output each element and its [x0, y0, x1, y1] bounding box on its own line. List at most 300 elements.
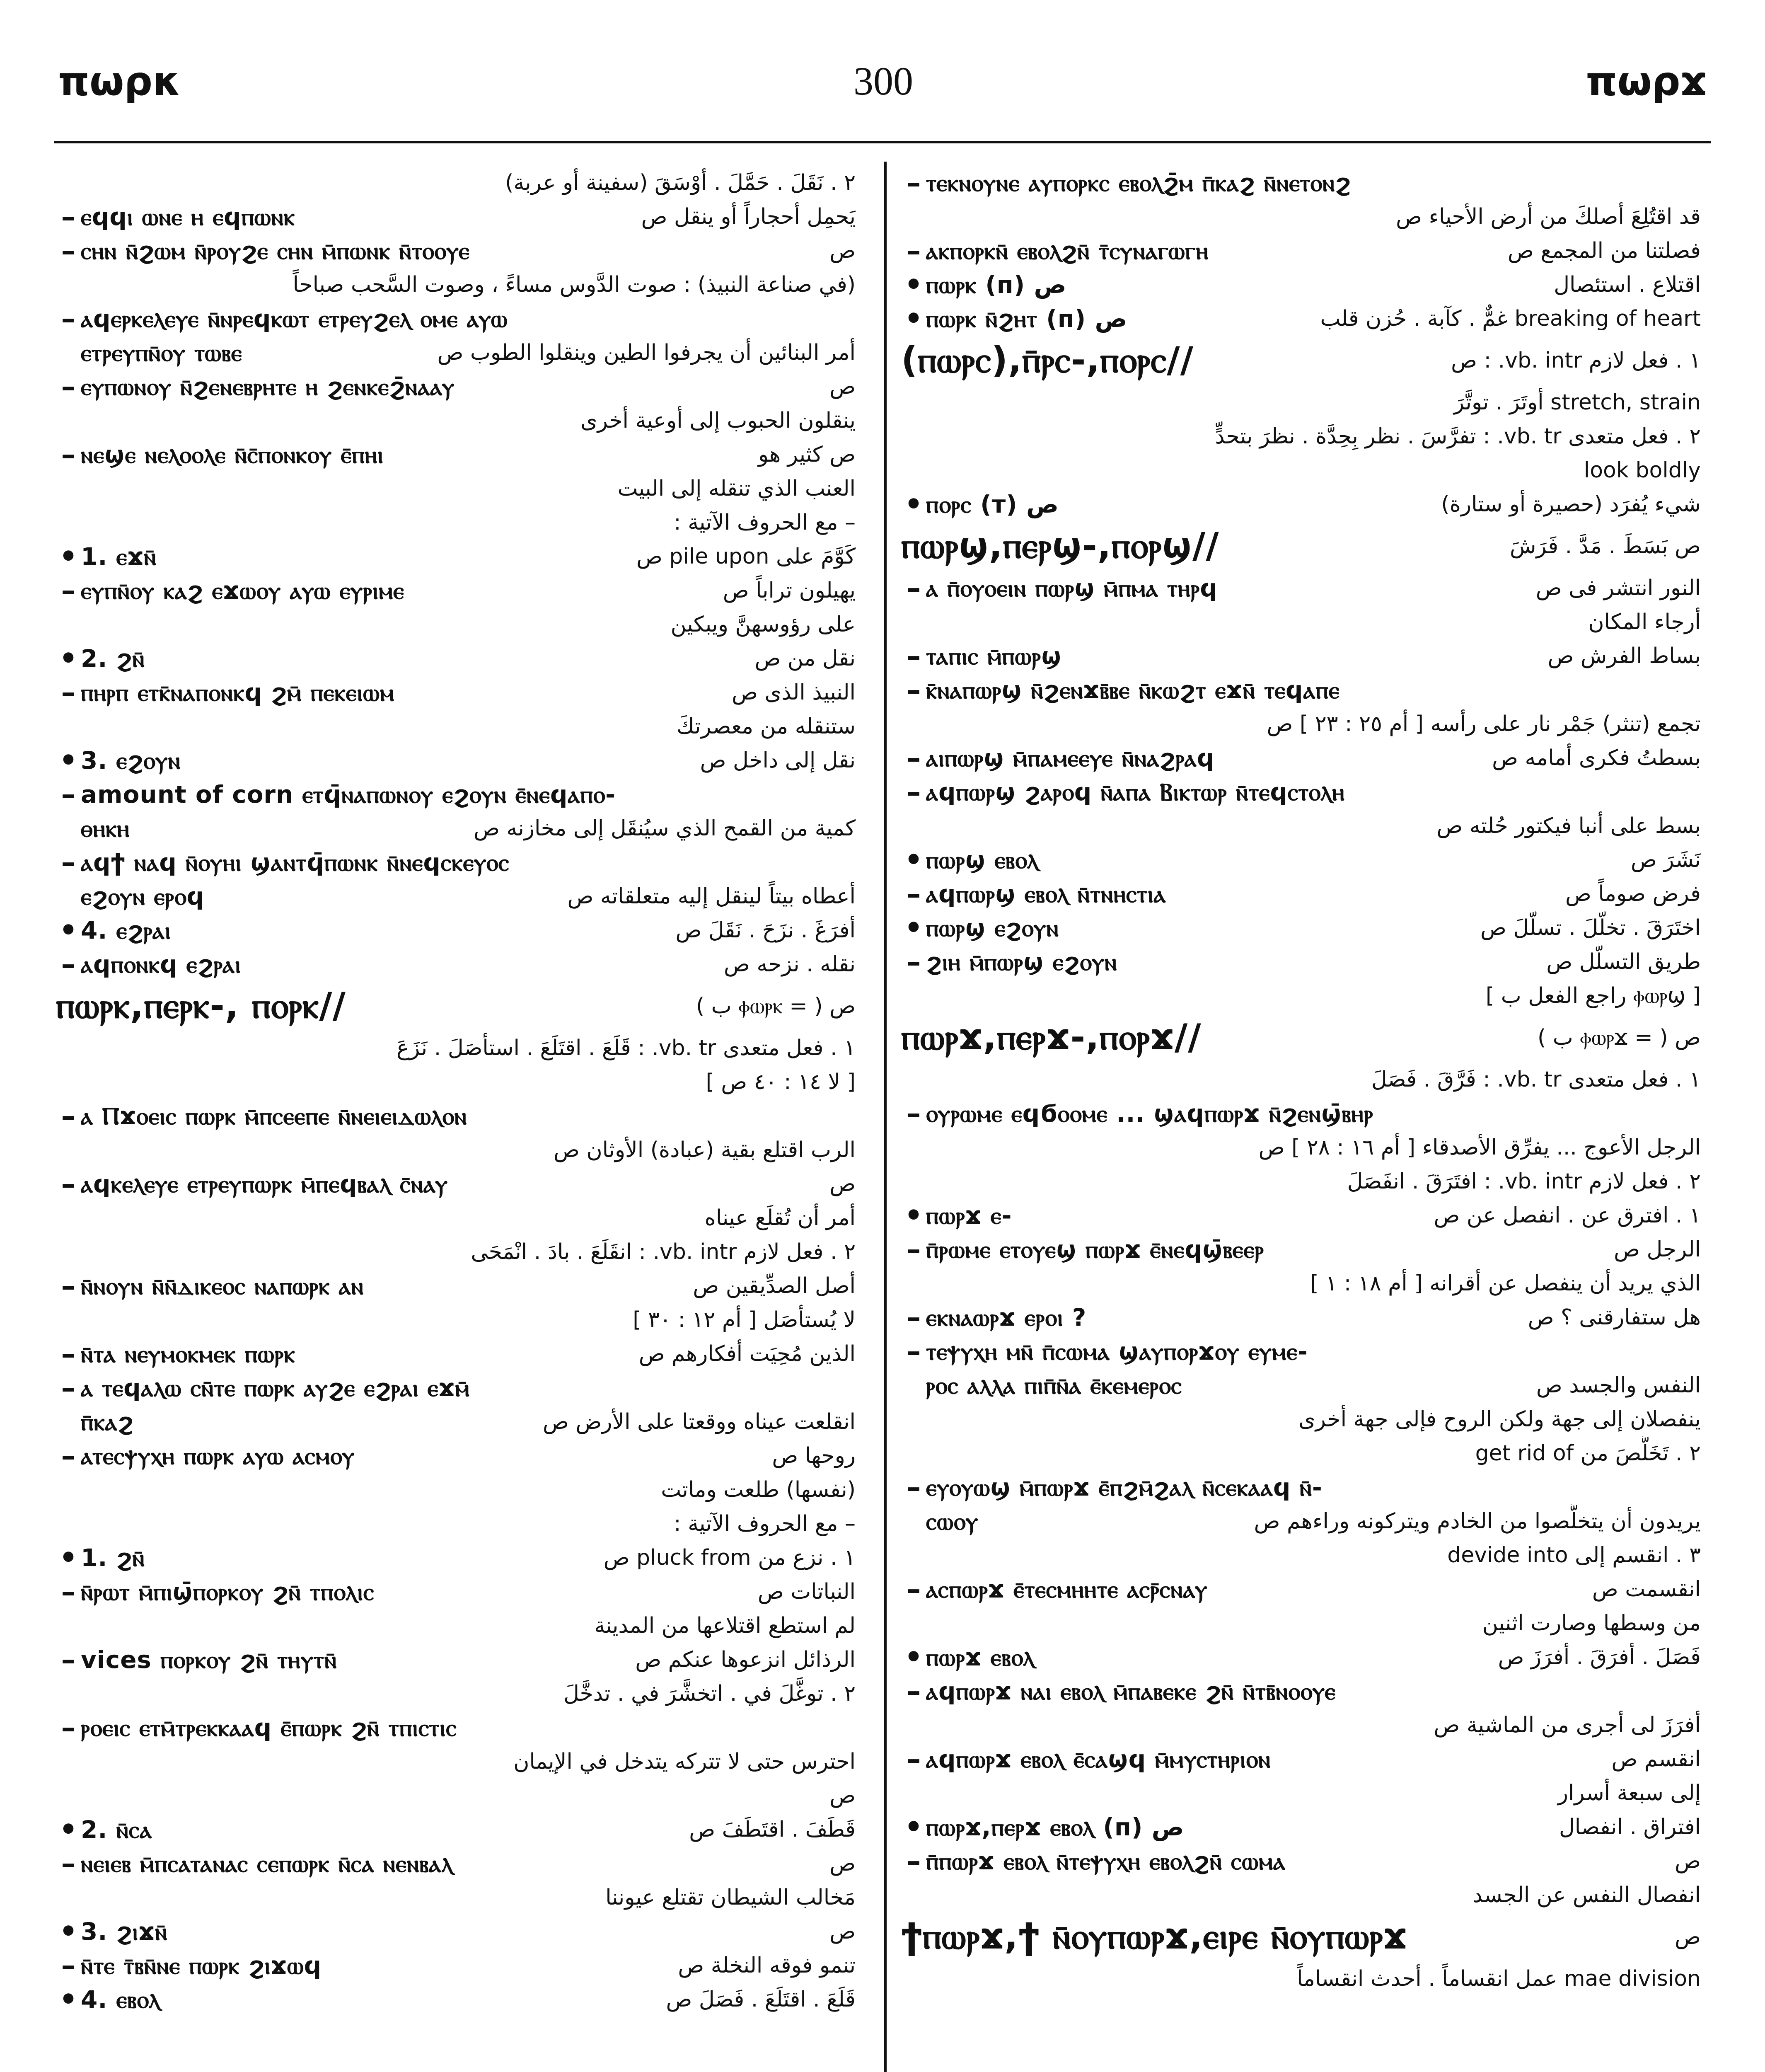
entry-marker: – — [906, 1470, 921, 1504]
gloss-text: أفرَغَ . نزَحَ . نَقَلَ ص — [675, 918, 856, 943]
arabic-text: العنب الذي تنقله إلى البيت — [617, 476, 856, 501]
entry-line — [901, 1572, 1701, 1606]
entry-marker: – — [61, 1269, 76, 1303]
entry-line — [56, 641, 856, 675]
arabic-text: انفصال النفس عن الجسد — [1472, 1883, 1701, 1907]
column-divider — [884, 162, 887, 2072]
entry-marker: – — [61, 1439, 76, 1473]
entry-marker: • — [904, 487, 923, 521]
coptic-text: ⲧⲉⲕⲛⲟⲩⲛⲉ ⲁⲩⲡⲟⲣⲕⲥ ⲉⲃⲟⲗϩ̄ⲙ ⲡ̄ⲕⲁϩ ⲛ̄ⲛⲉⲧⲟⲛϩ — [926, 168, 1351, 197]
coptic-text: ⲥⲏⲛ ⲛ̄ϩⲱⲙ ⲛ̄ⲣⲟⲩϩⲉ ⲥⲏⲛ ⲙ̄ⲡⲱⲛⲕ ⲛ̄ⲧⲟⲟⲩⲉ — [81, 236, 470, 265]
coptic-text: ⲡⲱⲣϫ ⲉ- — [926, 1201, 1012, 1230]
gloss-text: ١ . فعل لازم vb. intr. : ص — [1451, 348, 1701, 373]
headword-text: (ⲡⲱⲣⲥ),ⲡ̄ⲣⲥ-,ⲡⲟⲣⲥ// — [901, 339, 1194, 381]
entry-line — [56, 675, 856, 709]
coptic-text: ⲉⲧⲣⲉⲩⲡⲛ̄ⲟⲩ ⲧⲱⲃⲉ — [81, 338, 242, 367]
arabic-gloss-line — [56, 472, 856, 506]
arabic-gloss-line — [56, 1065, 856, 1099]
entry-marker: • — [904, 1810, 923, 1844]
gloss-text: بسطتُ فكرى أمامه ص — [1492, 746, 1701, 770]
coptic-text: vices ⲡⲟⲣⲕⲟⲩ ϩⲛ̄ ⲧⲏⲩⲧⲛ̄ — [81, 1645, 337, 1674]
gloss-text: ص كثير هو — [758, 442, 856, 467]
entry-line — [56, 438, 856, 472]
arabic-gloss-line — [56, 1881, 856, 1915]
entry-line — [901, 571, 1701, 605]
arabic-text: ينقلون الحبوب إلى أوعية أخرى — [580, 408, 856, 433]
entry-marker: • — [59, 1541, 78, 1575]
arabic-text: ينفصلان إلى جهة ولكن الروح فإلى جهة أخرى — [1298, 1407, 1701, 1432]
gloss-text: كَوَّمَ على pile upon ص — [636, 544, 856, 569]
coptic-text: ⲑⲏⲕⲏ — [81, 814, 130, 842]
arabic-gloss-line — [901, 1776, 1701, 1810]
entry-line — [56, 1575, 856, 1609]
arabic-text: look boldly — [1584, 458, 1701, 483]
coptic-text: ⲡⲱⲣϫ,ⲡⲉⲣϫ ⲉⲃⲟⲗ (п) ص — [926, 1813, 1184, 1841]
entry-line — [901, 1232, 1701, 1266]
entry-marker: – — [61, 1949, 76, 1982]
arabic-gloss-line — [901, 809, 1701, 843]
arabic-text: (في صناعة النبيذ) : صوت الدَّوس مساءً ، وصوت السَّحب صباحاً — [293, 272, 856, 297]
entry-line — [901, 945, 1701, 979]
coptic-text: ⲣⲟⲉⲓⲥ ⲉⲧⲙ̄ⲧⲣⲉⲕⲕⲁⲁϥ ⲉ̄ⲡⲱⲣⲕ ϩⲛ̄ ⲧⲡⲓⲥⲧⲓⲥ — [81, 1713, 457, 1742]
arabic-gloss-line — [56, 1133, 856, 1167]
arabic-gloss-line — [901, 1708, 1701, 1742]
gloss-text: ص — [829, 374, 856, 399]
coptic-text: 1. ⲉϫⲛ̄ — [81, 542, 157, 571]
entry-line — [56, 336, 856, 370]
arabic-gloss-line — [901, 707, 1701, 741]
gloss-text: النبيذ الذى ص — [732, 680, 856, 705]
arabic-gloss-line — [56, 608, 856, 641]
arabic-text: تجمع (تنثر) جَمْر نار على رأسه [ أم ٢٥ : ٢٣ ] ص — [1267, 712, 1701, 736]
arabic-gloss-line — [901, 1266, 1701, 1300]
entry-line — [901, 302, 1701, 336]
entry-line — [901, 1470, 1701, 1504]
entry-line — [901, 234, 1701, 268]
entry-marker: – — [61, 370, 76, 404]
entry-marker: – — [906, 234, 921, 268]
gloss-text: ص — [829, 238, 856, 263]
entry-marker: – — [906, 877, 921, 911]
arabic-gloss-line — [56, 1779, 856, 1813]
entry-line — [56, 234, 856, 268]
coptic-text: ⲁⲥⲡⲱⲣϫ ⲉ̄ⲧⲉⲥⲙⲏⲏⲧⲉ ⲁⲥⲣ̄ⲥⲛⲁⲩ — [926, 1575, 1208, 1603]
coptic-text: ⲧⲁⲡⲓⲥ ⲙ̄ⲡⲱⲣϣ — [926, 641, 1062, 670]
entry-line — [56, 1949, 856, 1982]
arabic-gloss-line — [56, 709, 856, 743]
gloss-text: فرض صوماً ص — [1565, 881, 1701, 906]
arabic-gloss-line — [56, 404, 856, 438]
page-header — [58, 50, 1707, 133]
arabic-gloss-line — [901, 1164, 1701, 1198]
arabic-text: ٣ . انقسم إلى devide into — [1447, 1543, 1701, 1568]
gloss-text: قَطَفَ . اقتَطَفَ ص — [689, 1817, 856, 1842]
left-column — [56, 166, 856, 2072]
entry-marker: – — [61, 1575, 76, 1609]
coptic-text: ⲁϥⲡⲱⲣϣ ⲉⲃⲟⲗ ⲛ̄ⲧⲛⲏⲥⲧⲓⲁ — [926, 879, 1166, 908]
gloss-text: اقتلاع . استئصال — [1554, 272, 1701, 297]
entry-marker: • — [59, 1982, 78, 2016]
gloss-text: ١ . افترق عن . انفصل عن ص — [1434, 1203, 1701, 1228]
arabic-text: قد اقتُلِعَ أصلكَ من أرض الأحياء ص — [1396, 204, 1701, 229]
arabic-text: الرجل الأعوج ... يفرِّق الأصدقاء [ أم ١٦ : ٢٨ ] ص — [1258, 1135, 1701, 1160]
gloss-text: يريدون أن يتخلَّصوا من الخادم ويتركونه وراءهم ص — [1254, 1509, 1701, 1534]
entry-line — [901, 1097, 1701, 1130]
entry-marker: – — [61, 438, 76, 472]
arabic-gloss-line — [56, 1235, 856, 1269]
coptic-text: ⲡⲟⲣⲥ (т) ص — [926, 490, 1059, 518]
entry-marker: – — [61, 947, 76, 981]
coptic-text: ⲡⲏⲣⲡ ⲉⲧⲕ̄ⲛⲁⲡⲟⲛⲕϥ ϩⲙ̄ ⲡⲉⲕⲉⲓⲱⲙ — [81, 678, 395, 707]
coptic-text: ⲉⲩⲟⲩⲱϣ ⲙ̄ⲡⲱⲣϫ ⲉ̄ⲡϩⲙ̄ϩⲁⲗ ⲛ̄ⲥⲉⲕⲁⲁϥ ⲛ̄- — [926, 1473, 1323, 1501]
arabic-text: إلى سبعة أسرار — [1557, 1781, 1701, 1806]
entry-marker: – — [61, 1099, 76, 1133]
running-head-right: πωρϫ — [1586, 58, 1707, 104]
entry-line — [56, 913, 856, 947]
gloss-text: breaking of heart غمٌّ . كآبة . حُزن قلب — [1320, 306, 1701, 331]
arabic-text: ٢ . فعل لازم vb. intr. : افتَرَقَ . انفَصَلَ — [1347, 1169, 1701, 1194]
entry-line — [56, 1439, 856, 1473]
gloss-text: قَلَعَ . اقتَلَعَ . فَصَلَ ص — [666, 1987, 856, 2012]
gloss-text: ص — [1675, 1849, 1701, 1874]
gloss-text: نقل إلى داخل ص — [700, 748, 856, 773]
coptic-text: ⲉⲕⲛⲁⲱⲣϫ ⲉⲣⲟⲓ ? — [926, 1303, 1087, 1331]
coptic-text: amount of corn ⲉⲧϥ̄ⲛⲁⲡⲱⲛⲟⲩ ⲉϩⲟⲩⲛ ⲉ̄ⲛⲉϥⲁⲡⲟ- — [81, 780, 616, 808]
entry-marker: – — [61, 777, 76, 811]
entry-line — [56, 947, 856, 981]
coptic-text: ⲛ̄ⲛⲟⲩⲛ ⲛ̄ⲛ̄ⲇⲓⲕⲉⲟⲥ ⲛⲁⲡⲱⲣⲕ ⲁⲛ — [81, 1271, 364, 1300]
arabic-text: بسط على أنبا فيكتور حُلته ص — [1436, 813, 1701, 838]
gloss-text: ١ . نزع من pluck from ص — [603, 1545, 856, 1570]
arabic-text: (نفسها) طلعت وماتت — [661, 1477, 856, 1502]
entry-marker: – — [61, 302, 76, 336]
gloss-text: أعطاه بيتاً لينقل إليه متعلقاته ص — [567, 884, 856, 909]
lemma-headword — [901, 521, 1701, 571]
coptic-text: ⲁϥⲡⲱⲣϫ ⲛⲁⲓ ⲉⲃⲟⲗ ⲙ̄ⲡⲁⲃⲉⲕⲉ ϩⲛ̄ ⲛ̄ⲧⲃ̄ⲛⲟⲟⲩⲉ — [926, 1677, 1336, 1705]
entry-marker: • — [904, 268, 923, 302]
entry-marker: – — [906, 1334, 921, 1368]
entry-line — [56, 540, 856, 574]
entry-marker: • — [904, 1640, 923, 1674]
gloss-text: الرجل ص — [1614, 1237, 1701, 1262]
entry-marker: – — [61, 1371, 76, 1405]
gloss-text: يَحمِل أحجاراً أو ينقل ص — [641, 204, 856, 229]
entry-marker: • — [59, 641, 78, 675]
arabic-text: [ ⲫⲱⲣϣ راجع الفعل ب ] — [1485, 983, 1701, 1008]
arabic-text: – مع الحروف الآتية : — [674, 1511, 856, 1536]
coptic-text: ⲥⲱⲟⲩ — [926, 1507, 979, 1535]
gloss-text: هل ستفارقنى ؟ ص — [1528, 1305, 1701, 1330]
entry-line — [901, 1504, 1701, 1538]
page-number: 300 — [853, 59, 913, 103]
arabic-gloss-line — [56, 1473, 856, 1507]
lemma-headword — [901, 1912, 1701, 1962]
arabic-text: لم استطع اقتلاعها من المدينة — [594, 1613, 856, 1638]
entry-line — [901, 1674, 1701, 1708]
coptic-text: ⲁⲕⲡⲟⲣⲕⲛ̄ ⲉⲃⲟⲗϩⲛ̄ ⲧ̄ⲥⲩⲛⲁⲅⲱⲅⲏ — [926, 236, 1209, 265]
gloss-text: ص — [829, 1172, 856, 1196]
gloss-text: النور انتشر فى ص — [1535, 576, 1701, 600]
entry-marker: • — [59, 913, 78, 947]
entry-line — [901, 639, 1701, 673]
coptic-text: 2. ⲛ̄ⲥⲁ — [81, 1815, 152, 1844]
entry-marker: – — [906, 1844, 921, 1878]
headword-text: ⲡⲱⲣⲕ,ⲡⲉⲣⲕ-, ⲡⲟⲣⲕ// — [56, 985, 346, 1026]
gloss-text: شيء يُفرَد (حصيرة أو ستارة) — [1441, 492, 1701, 517]
entry-line — [56, 1337, 856, 1371]
coptic-text: ⲡ̄ⲡⲱⲣϫ ⲉⲃⲟⲗ ⲛ̄ⲧⲉⲯⲩⲭⲏ ⲉⲃⲟⲗϩⲛ̄ ⲥⲱⲙⲁ — [926, 1847, 1286, 1875]
coptic-text: 4. ⲉϩⲣⲁⲓ — [81, 916, 171, 944]
arabic-text: ٢ . تَخَلَّصَ من get rid of — [1475, 1441, 1701, 1466]
arabic-text: – مع الحروف الآتية : — [674, 510, 856, 535]
coptic-text: 3. ϩⲓϫⲛ̄ — [81, 1917, 168, 1946]
arabic-gloss-line — [56, 1745, 856, 1779]
entry-line — [56, 1541, 856, 1575]
arabic-gloss-line — [901, 1878, 1701, 1912]
entry-line — [56, 302, 856, 336]
arabic-gloss-line — [901, 200, 1701, 234]
entry-marker: – — [61, 1337, 76, 1371]
entry-line — [56, 1371, 856, 1405]
entry-line — [901, 1844, 1701, 1878]
arabic-gloss-line — [56, 1201, 856, 1235]
entry-marker: – — [906, 673, 921, 707]
entry-marker: – — [906, 1300, 921, 1334]
entry-marker: – — [61, 1711, 76, 1745]
arabic-gloss-line — [901, 1402, 1701, 1436]
arabic-gloss-line — [56, 1677, 856, 1711]
coptic-text: ⲁϥⲡⲱⲣϣ ϩⲁⲣⲟϥ ⲛ̄ⲁⲡⲁ Ⲃⲓⲕⲧⲱⲣ ⲛ̄ⲧⲉϥⲥⲧⲟⲗⲏ — [926, 777, 1345, 806]
entry-marker: – — [61, 234, 76, 268]
coptic-text: 1. ϩⲛ̄ — [81, 1543, 145, 1572]
arabic-text: ٢ . توغَّلَ في . اتخشَّرَ في . تدخَّلَ — [563, 1681, 856, 1706]
lemma-headword — [901, 1013, 1701, 1063]
entry-line — [56, 1405, 856, 1439]
gloss-text: اختَرَقَ . تخلَّلَ . تسلَّلَ ص — [1480, 915, 1701, 940]
gloss-text: ص ( = ⲫⲱⲣⲕ ب ) — [696, 993, 856, 1019]
coptic-text: ⲉϥϥⲓ ⲱⲛⲉ ⲏ ⲉϥⲡⲱⲛⲕ — [81, 202, 295, 231]
arabic-text: ستنقله من معصرتكَ — [677, 714, 856, 739]
arabic-text: مَخالب الشيطان تقتلع عيوننا — [605, 1885, 856, 1910]
arabic-text: على رؤوسهنَّ ويبكين — [670, 612, 856, 637]
coptic-text: ⲁϥⲉⲣⲕⲉⲗⲉⲩⲉ ⲛ̄ⲛⲣⲉϥⲕⲱⲧ ⲉⲧⲣⲉⲩϩⲉⲗ ⲟⲙⲉ ⲁⲩⲱ — [81, 304, 508, 333]
entry-line — [56, 1915, 856, 1949]
gloss-text: النباتات ص — [757, 1579, 856, 1604]
coptic-text: ⲛ̄ⲣⲱⲧ ⲙ̄ⲡⲓϣ̄ⲡⲟⲣⲕⲟⲩ ϩⲛ̄ ⲧⲡⲟⲗⲓⲥ — [81, 1577, 375, 1606]
entry-line — [901, 911, 1701, 945]
coptic-text: ⲡⲱⲣϫ ⲉⲃⲟⲗ — [926, 1643, 1035, 1671]
entry-line — [901, 487, 1701, 521]
arabic-gloss-line — [901, 1130, 1701, 1164]
coptic-text: ⲛⲉⲓⲉⲃ ⲙ̄ⲡⲥⲁⲧⲁⲛⲁⲥ ⲥⲉⲡⲱⲣⲕ ⲛ̄ⲥⲁ ⲛⲉⲛⲃⲁⲗ — [81, 1849, 453, 1878]
entry-marker: – — [906, 741, 921, 775]
arabic-text: ١ . فعل متعدى vb. tr. : فَرَّقَ . فَصَلَ — [1371, 1067, 1701, 1092]
gloss-text: تنمو فوقه النخلة ص — [678, 1953, 856, 1978]
entry-marker: • — [59, 1915, 78, 1949]
headword-text: ⲡⲱⲣϣ,ⲡⲉⲣϣ-,ⲡⲟⲣϣ// — [901, 525, 1219, 566]
gloss-text: ص ( = ⲫⲱⲣϫ ب ) — [1537, 1025, 1701, 1050]
headword-text: ⲡⲱⲣϫ,ⲡⲉⲣϫ-,ⲡⲟⲣϫ// — [901, 1017, 1202, 1058]
entry-line — [901, 741, 1701, 775]
entry-marker: • — [904, 1198, 923, 1232]
coptic-text: 3. ⲉϩⲟⲩⲛ — [81, 746, 181, 775]
coptic-text: ⲡⲱⲣⲕ ⲛ̄ϩⲏⲧ (п) ص — [926, 304, 1127, 333]
entry-marker: – — [906, 1097, 921, 1130]
coptic-text: ⲛⲉϣⲉ ⲛⲉⲗⲟⲟⲗⲉ ⲛ̄ⲥ̄ⲡⲟⲛⲕⲟⲩ ⲉ̄ⲡⲏⲓ — [81, 440, 384, 469]
entry-line — [901, 268, 1701, 302]
arabic-text: أمر أن تُقلَع عيناه — [704, 1205, 856, 1230]
coptic-text: ⲁϥϯ ⲛⲁϥ ⲛ̄ⲟⲩⲏⲓ ϣⲁⲛⲧϥ̄ⲡⲱⲛⲕ ⲛ̄ⲛⲉϥⲥⲕⲉⲩⲟⲥ — [81, 848, 510, 876]
entry-marker: – — [906, 775, 921, 809]
arabic-text: stretch, strain أوتَرَ . توتَّرَ — [1453, 390, 1701, 415]
entry-marker: – — [906, 571, 921, 605]
gloss-text: كمية من القمح الذي سيُنقَل إلى مخازنه ص — [474, 816, 856, 841]
coptic-text: 4. ⲉⲃⲟⲗ — [81, 1985, 161, 2014]
coptic-text: 2. ϩⲛ̄ — [81, 644, 145, 673]
gloss-text: انقلعت عيناه ووقعتا على الأرض ص — [543, 1409, 856, 1434]
gloss-text: انقسمت ص — [1592, 1577, 1701, 1602]
entry-line — [56, 1711, 856, 1745]
coptic-text: ϩⲓⲏ ⲙ̄ⲡⲱⲣϣ ⲉϩⲟⲩⲛ — [926, 947, 1117, 976]
entry-line — [901, 775, 1701, 809]
arabic-gloss-line — [901, 605, 1701, 639]
entry-line — [56, 777, 856, 811]
running-head-left: πωρκ — [58, 58, 181, 104]
entry-marker: – — [906, 1742, 921, 1776]
coptic-text: ⲧⲉⲯⲩⲭⲏ ⲙⲛ̄ ⲡ̄ⲥⲱⲙⲁ ϣⲁⲩⲡⲟⲣϫⲟⲩ ⲉⲩⲙⲉ- — [926, 1337, 1308, 1365]
entry-marker: – — [61, 574, 76, 608]
entry-line — [56, 1847, 856, 1881]
arabic-gloss-line — [56, 1507, 856, 1541]
coptic-text: ⲉϩⲟⲩⲛ ⲉⲣⲟϥ — [81, 882, 204, 910]
gloss-text: ص — [829, 1851, 856, 1876]
right-column — [901, 166, 1701, 2072]
arabic-text: ٢ . فعل لازم vb. intr. : انقَلَعَ . بادَ . انْمَحَى — [471, 1239, 856, 1264]
entry-line — [56, 1982, 856, 2016]
entry-marker: – — [906, 166, 921, 200]
arabic-gloss-line — [901, 1436, 1701, 1470]
lemma-headword — [56, 981, 856, 1031]
arabic-text: ص — [829, 1783, 856, 1808]
gloss-text: ص — [829, 1919, 856, 1944]
gloss-text: الرذائل انزعوها عنكم ص — [635, 1647, 856, 1672]
entry-marker: – — [61, 1643, 76, 1677]
entry-line — [56, 845, 856, 879]
entry-line — [56, 743, 856, 777]
entry-line — [901, 1640, 1701, 1674]
gloss-text: الذين مُحِيَت أفكارهم ص — [638, 1341, 856, 1366]
arabic-gloss-line — [901, 1962, 1701, 1996]
arabic-gloss-line — [56, 1031, 856, 1065]
entry-line — [56, 1813, 856, 1847]
gloss-text: يهيلون تراباً ص — [723, 578, 856, 603]
header-rule — [54, 141, 1711, 143]
arabic-gloss-line — [56, 166, 856, 200]
coptic-text: ⲕ̄ⲛⲁⲡⲱⲣϣ ⲛ̄ϩⲉⲛϫⲃ̄ⲃⲉ ⲛ̄ⲕⲱϩⲧ ⲉϫⲛ̄ ⲧⲉϥⲁⲡⲉ — [926, 675, 1340, 704]
coptic-text: ⲁϥⲡⲟⲛⲕϥ ⲉϩⲣⲁⲓ — [81, 950, 241, 978]
coptic-text: ⲣⲟⲥ ⲁⲗⲗⲁ ⲡⲓⲡ̄ⲛ̄ⲁ ⲉ̄ⲕⲉⲙⲉⲣⲟⲥ — [926, 1371, 1182, 1399]
entry-line — [901, 166, 1701, 200]
arabic-text: الذي يريد أن ينفصل عن أقرانه [ أم ١٨ : ١ ] — [1310, 1271, 1701, 1296]
gloss-text: افتراق . انفصال — [1559, 1815, 1701, 1840]
entry-line — [901, 1742, 1701, 1776]
gloss-text: بساط الفرش ص — [1547, 644, 1701, 668]
gloss-text: روحها ص — [772, 1443, 856, 1468]
arabic-gloss-line — [56, 506, 856, 540]
coptic-text: ⲁϥⲡⲱⲣϫ ⲉⲃⲟⲗ ⲉ̄ⲥⲁϣϥ ⲙ̄ⲙⲩⲥⲧⲏⲣⲓⲟⲛ — [926, 1745, 1271, 1773]
entry-marker: • — [59, 743, 78, 777]
coptic-text: ⲡⲱⲣⲕ (п) ص — [926, 270, 1066, 299]
coptic-text: ⲉⲩⲡⲛ̄ⲟⲩ ⲕⲁϩ ⲉϫⲱⲟⲩ ⲁⲩⲱ ⲉⲩⲣⲓⲙⲉ — [81, 576, 404, 605]
gloss-text: انقسم ص — [1611, 1747, 1701, 1772]
entry-line — [901, 843, 1701, 877]
gloss-text: نَشَرَ ص — [1631, 847, 1701, 872]
coptic-text: ⲛ̄ⲧⲁ ⲛⲉⲩⲙⲟⲕⲙⲉⲕ ⲡⲱⲣⲕ — [81, 1339, 295, 1368]
coptic-text: ⲁ ⲧⲉϥⲁⲗⲱ ⲥⲛ̄ⲧⲉ ⲡⲱⲣⲕ ⲁⲩϩⲉ ⲉϩⲣⲁⲓ ⲉϫⲙ̄ — [81, 1373, 470, 1402]
arabic-text: ٢ . فعل متعدى vb. tr. : تفرَّسَ . نظر بِحِدَّة . نظرَ بتحدٍّ — [1215, 424, 1701, 449]
arabic-text: أرجاء المكان — [1588, 610, 1701, 634]
entry-line — [56, 811, 856, 845]
gloss-text: أصل الصدِّيقين ص — [693, 1273, 856, 1298]
entry-marker: • — [59, 1813, 78, 1847]
arabic-gloss-line — [901, 1063, 1701, 1097]
arabic-gloss-line — [901, 385, 1701, 419]
gloss-text: نقل من ص — [754, 646, 856, 671]
arabic-gloss-line — [56, 268, 856, 302]
entry-line — [56, 1099, 856, 1133]
headword-text: ϯⲡⲱⲣϫ,ϯ ⲛ̄ⲟⲩⲡⲱⲣϫ,ⲉⲓⲣⲉ ⲛ̄ⲟⲩⲡⲱⲣϫ — [901, 1916, 1408, 1957]
coptic-text: ⲁ ⲡ̄ⲟⲩⲟⲉⲓⲛ ⲡⲱⲣϣ ⲙ̄ⲡⲙⲁ ⲧⲏⲣϥ — [926, 574, 1218, 602]
entry-line — [901, 1368, 1701, 1402]
entry-line — [901, 1334, 1701, 1368]
gloss-text: ص بَسَطَ . مَدَّ . فَرَشَ — [1510, 534, 1701, 559]
arabic-text: من وسطها وصارت اثنين — [1482, 1611, 1701, 1636]
arabic-gloss-line — [56, 1303, 856, 1337]
arabic-gloss-line — [901, 1606, 1701, 1640]
entry-line — [901, 673, 1701, 707]
entry-marker: – — [906, 1674, 921, 1708]
entry-marker: • — [904, 843, 923, 877]
entry-marker: – — [61, 675, 76, 709]
arabic-text: ١ . فعل متعدى vb. tr. : قَلَعَ . اقتَلَعَ . استأصَلَ . نَزَعَ — [397, 1036, 856, 1060]
entry-marker: • — [904, 302, 923, 336]
entry-marker: – — [61, 845, 76, 879]
lemma-headword — [901, 336, 1701, 385]
arabic-text: أفرَزَ لى أجرى من الماشية ص — [1434, 1713, 1701, 1738]
entry-marker: – — [906, 1572, 921, 1606]
entry-line — [901, 1300, 1701, 1334]
coptic-text: ⲟⲩⲣⲱⲙⲉ ⲉϥϭⲟⲟⲙⲉ ... ϣⲁϥⲡⲱⲣϫ ⲛ̄ϩⲉⲛϣ̄ⲃⲏⲣ — [926, 1099, 1373, 1128]
entry-line — [901, 1198, 1701, 1232]
arabic-text: احترس حتى لا تتركه يتدخل في الإيمان — [513, 1749, 856, 1774]
gloss-text: النفس والجسد ص — [1536, 1373, 1701, 1398]
arabic-text: الرب اقتلع بقية (عبادة) الأوثان ص — [554, 1138, 856, 1162]
gloss-text: فَصَلَ . أفرَقَ . أفرَزَ ص — [1498, 1645, 1701, 1670]
arabic-text: لا يُستأصَل [ أم ١٢ : ٣٠ ] — [633, 1307, 856, 1332]
arabic-text: [ لا ١٤ : ٤٠ ص ] — [706, 1070, 856, 1094]
coptic-text: ⲡⲱⲣϣ ⲉϩⲟⲩⲛ — [926, 913, 1059, 942]
entry-line — [901, 877, 1701, 911]
arabic-gloss-line — [56, 1609, 856, 1643]
entry-marker: – — [61, 1167, 76, 1201]
coptic-text: ⲡ̄ⲣⲱⲙⲉ ⲉⲧⲟⲩⲉϣ ⲡⲱⲣϫ ⲉ̄ⲛⲉϥϣ̄ⲃⲉⲉⲣ — [926, 1235, 1264, 1264]
entry-marker: • — [59, 540, 78, 574]
coptic-text: ⲁϥⲕⲉⲗⲉⲩⲉ ⲉⲧⲣⲉⲩⲡⲱⲣⲕ ⲙ̄ⲡⲉϥⲃⲁⲗ ⲥ̄ⲛⲁⲩ — [81, 1169, 448, 1198]
entry-line — [56, 200, 856, 234]
entry-line — [901, 1810, 1701, 1844]
entry-marker: – — [906, 1232, 921, 1266]
arabic-text: ٢ . نَقَلَ . حَمَّلَ . أوْسَقَ (سفينة أو عربة) — [505, 170, 856, 195]
